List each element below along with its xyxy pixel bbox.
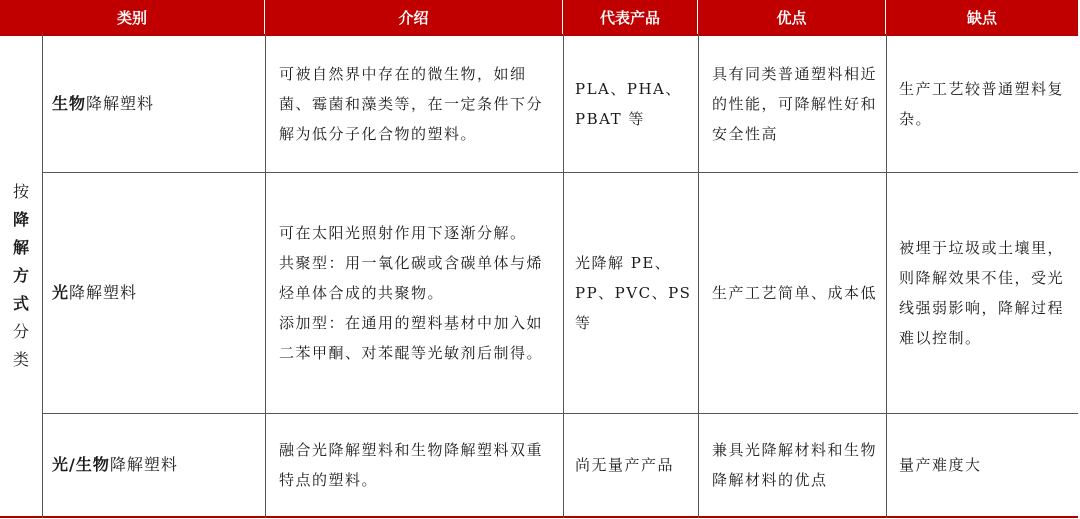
side-label-char: 降 xyxy=(12,210,29,229)
products-cell xyxy=(575,173,695,413)
intro-copolymer-text: 共聚型：用一氧化碳或含碳单体与烯烃单体合成的共聚物。 xyxy=(279,254,544,302)
category-bold: 生物 xyxy=(52,94,87,113)
grid-line xyxy=(886,34,887,518)
intro-text: 可在太阳光照射作用下逐渐分解。 xyxy=(279,224,527,242)
header-products: 代表产品 xyxy=(563,0,698,34)
grid-line xyxy=(42,34,43,518)
pros-cell xyxy=(712,414,880,516)
side-label-char: 按 xyxy=(12,182,29,201)
cons-text: 生产工艺较普通塑料复杂。 xyxy=(899,80,1065,128)
table-row xyxy=(52,414,262,516)
table-row xyxy=(52,173,262,413)
side-label-char: 解 xyxy=(12,238,29,257)
products-text: PLA、PHA、PBAT 等 xyxy=(575,80,682,128)
intro-text: 可被自然界中存在的微生物，如细菌、霉菌和藻类等，在一定条件下分解为低分子化合物的塑料。 xyxy=(279,65,544,143)
pros-text: 具有同类普通塑料相近的性能，可降解性好和安全性高 xyxy=(712,65,878,143)
category-bold: 光/生物 xyxy=(52,455,110,474)
intro-additive-text: 添加型：在通用的塑料基材中加入如二苯甲酮、对苯醌等光敏剂后制得。 xyxy=(279,314,544,362)
cons-cell xyxy=(899,173,1071,413)
cons-cell xyxy=(899,36,1071,172)
products-text: 尚无量产产品 xyxy=(575,456,675,474)
grid-line xyxy=(563,34,564,518)
cons-cell xyxy=(899,414,1071,516)
cons-text: 被埋于垃圾或土壤里，则降解效果不佳，受光线强弱影响，降解过程难以控制。 xyxy=(899,239,1065,347)
category-bold: 光 xyxy=(52,283,70,302)
category-label: 降解塑料 xyxy=(69,283,138,302)
pros-text: 生产工艺简单、成本低 xyxy=(712,284,878,302)
side-label-char: 式 xyxy=(12,294,29,313)
side-label-char: 方 xyxy=(12,266,29,285)
intro-cell xyxy=(279,173,559,413)
category-label: 降解塑料 xyxy=(109,455,178,474)
table-bottom-rule xyxy=(0,516,1078,518)
pros-cell xyxy=(712,36,880,172)
grid-line xyxy=(698,34,699,518)
intro-text: 融合光降解塑料和生物降解塑料双重特点的塑料。 xyxy=(279,441,544,489)
products-cell xyxy=(575,36,695,172)
products-cell xyxy=(575,414,695,516)
header-cons: 缺点 xyxy=(886,0,1078,34)
category-label: 降解塑料 xyxy=(86,94,155,113)
header-intro: 介绍 xyxy=(265,0,563,34)
intro-cell xyxy=(279,36,559,172)
grid-line xyxy=(265,34,266,518)
table-row xyxy=(52,36,262,172)
header-pros: 优点 xyxy=(698,0,886,34)
side-label xyxy=(0,36,42,516)
side-label-char: 类 xyxy=(12,350,29,369)
pros-cell xyxy=(712,173,880,413)
pros-text: 兼具光降解材料和生物降解材料的优点 xyxy=(712,441,878,489)
intro-cell xyxy=(279,414,559,516)
side-label-char: 分 xyxy=(12,322,29,341)
cons-text: 量产难度大 xyxy=(899,456,982,474)
header-category: 类别 xyxy=(0,0,265,34)
products-text: 光降解 PE、PP、PVC、PS 等 xyxy=(575,254,692,332)
